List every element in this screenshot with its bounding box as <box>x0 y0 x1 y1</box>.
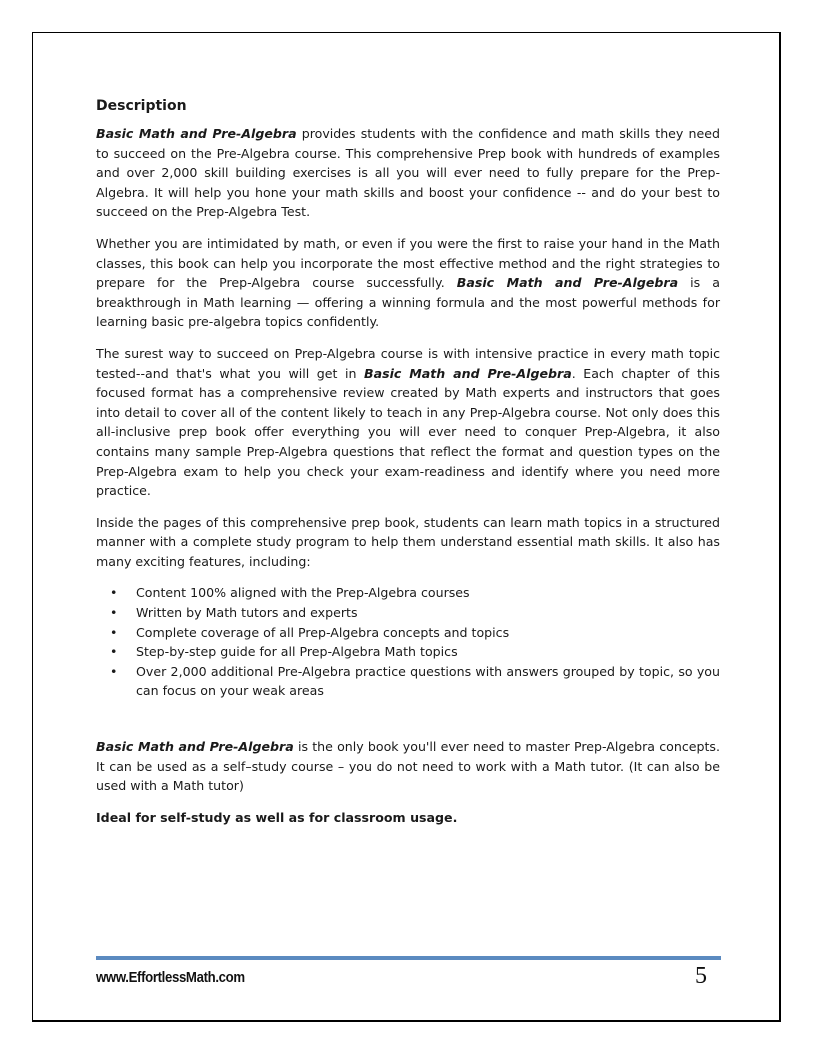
list-item-text: Over 2,000 additional Pre-Algebra practice questions with answers grouped by topic, so you can focus on your weak areas <box>136 663 720 699</box>
spacer <box>96 701 720 737</box>
book-title: Basic Math and Pre-Algebra <box>363 365 572 381</box>
paragraph-text: Whether you are intimidated by math, or even if you were the first to raise your hand in the Math classes, this book can help you incorporate the most effective method and the right strategies to prepare for the Prep-Algebra course successfully. <box>96 235 720 291</box>
list-item-text: Written by Math tutors and experts <box>136 605 358 621</box>
paragraph-only-book <box>96 737 720 796</box>
footer-rule <box>96 956 721 960</box>
bullet-icon: • <box>110 585 118 601</box>
bullet-icon: • <box>110 663 118 679</box>
paragraph-text: is the only book you'll ever need to master Prep-Algebra concepts. It can be used as a self–study course – you do not need to work with a Math tutor. (It can also be used with a Math tutor) <box>96 739 720 794</box>
book-title: Basic Math and Pre-Algebra <box>96 739 294 755</box>
book-title: Basic Math and Pre-Algebra <box>456 275 679 291</box>
description-section <box>96 96 720 839</box>
paragraph-text: is a breakthrough in Math learning — offering a winning formula and the most powerful methods for learning basic pre-algebra topics confidently. <box>96 275 720 330</box>
paragraph-text: . Each chapter of this focused format has a comprehensive review created by Math experts and instructors that goes into detail to cover all of the content likely to teach in any Prep-Algebra course. Not only does this all-inclusive prep book offer everything you will ever need to conquer Prep-Algebra, it also contains many sample Prep-Algebra questions that reflect the format and question types on the Prep-Algebra exam to help you check your exam-readiness and identify where you need more practice. <box>96 365 720 499</box>
list-item <box>96 623 720 643</box>
paragraph-intro-text: provides students with the confidence and math skills they need to succeed on the Pre-Algebra course. This comprehensive Prep book with hundreds of examples and over 2,000 skill building exercises is all you will ever need to fully prepare for the Prep-Algebra. It will help you hone your math skills and boost your confidence -- and do your best to succeed on the Prep-Algebra Test. <box>96 126 720 220</box>
list-item <box>96 662 720 701</box>
paragraph-intimidated <box>96 234 720 332</box>
page-number: 5 <box>695 963 707 989</box>
list-item <box>96 642 720 662</box>
section-heading: Description <box>96 98 187 114</box>
bullet-icon: • <box>110 644 118 660</box>
paragraph-practice <box>96 344 720 501</box>
footer-website: www.EffortlessMath.com <box>96 969 245 986</box>
list-item-text: Complete coverage of all Prep-Algebra concepts and topics <box>136 624 510 640</box>
bullet-icon: • <box>110 605 118 621</box>
list-item-text: Step-by-step guide for all Prep-Algebra Math topics <box>136 644 458 660</box>
features-list <box>96 583 720 701</box>
paragraph-intro <box>96 124 720 222</box>
paragraph-text: The surest way to succeed on Prep-Algebra course is with intensive practice in every math topic tested--and that's what you will get in <box>96 345 720 381</box>
closing-line: Ideal for self-study as well as for classroom usage. <box>96 809 458 825</box>
bullet-icon: • <box>110 624 118 640</box>
paragraph-features-intro: Inside the pages of this comprehensive prep book, students can learn math topics in a structured manner with a complete study program to help them understand essential math skills. It also has many exciting features, including: <box>96 514 720 569</box>
list-item <box>96 583 720 603</box>
list-item-text: Content 100% aligned with the Prep-Algebra courses <box>136 585 470 601</box>
book-title: Basic Math and Pre-Algebra <box>96 126 297 141</box>
list-item <box>96 603 720 623</box>
